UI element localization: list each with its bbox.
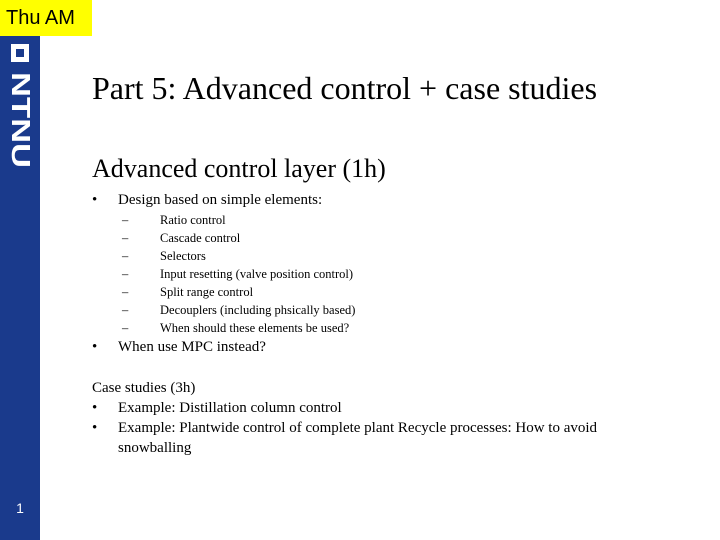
slide-title: Part 5: Advanced control + case studies (92, 70, 598, 106)
design-element-label: Cascade control (160, 231, 241, 245)
design-element-label: Split range control (160, 285, 254, 299)
design-label: Design based on simple elements: (118, 192, 323, 208)
case-item-text: Example: Plantwide control of complete plant Recycle processes: How to avoid snowballing (118, 420, 598, 456)
dash-mark: – (122, 213, 129, 227)
dash-mark: – (122, 249, 129, 263)
dash-mark: – (122, 285, 129, 299)
case-studies (92, 378, 672, 458)
design-element-item (122, 283, 355, 301)
page-number: 1 (16, 500, 24, 516)
ntnu-logo-text (6, 72, 36, 168)
design-elements-list (122, 211, 355, 337)
design-element-label: When should these elements be used? (160, 321, 350, 335)
time-tag: Thu AM (0, 0, 92, 36)
case-item (92, 398, 672, 418)
mpc-label: When use MPC instead? (118, 339, 266, 355)
dash-mark: – (122, 267, 129, 281)
design-element-item (122, 229, 355, 247)
design-element-label: Ratio control (160, 213, 226, 227)
dash-mark: – (122, 321, 129, 335)
svg-text:NTNU: NTNU (6, 72, 36, 145)
dash-mark: – (122, 303, 129, 317)
sidebar (0, 0, 40, 540)
dash-mark: – (122, 231, 129, 245)
design-element-label: Decouplers (including phsically based) (160, 303, 356, 317)
design-element-item (122, 319, 355, 337)
bullet-mark: • (92, 339, 98, 355)
bullet-mark: • (92, 420, 98, 436)
design-element-item (122, 301, 355, 319)
case-item-text: Example: Distillation column control (118, 400, 342, 416)
design-element-label: Selectors (160, 249, 206, 263)
design-element-item (122, 247, 355, 265)
ntnu-logo-icon (11, 44, 29, 62)
advanced-heading: Advanced control layer (1h) (92, 154, 386, 183)
mpc-bullet (92, 339, 266, 356)
design-element-item (122, 265, 355, 283)
case-studies-heading: Case studies (3h) (92, 380, 196, 396)
design-bullet (92, 192, 322, 209)
bullet-mark: • (92, 192, 98, 208)
design-element-item (122, 211, 355, 229)
case-item (92, 418, 672, 458)
bullet-mark: • (92, 400, 98, 416)
design-element-label: Input resetting (valve position control) (160, 267, 354, 281)
